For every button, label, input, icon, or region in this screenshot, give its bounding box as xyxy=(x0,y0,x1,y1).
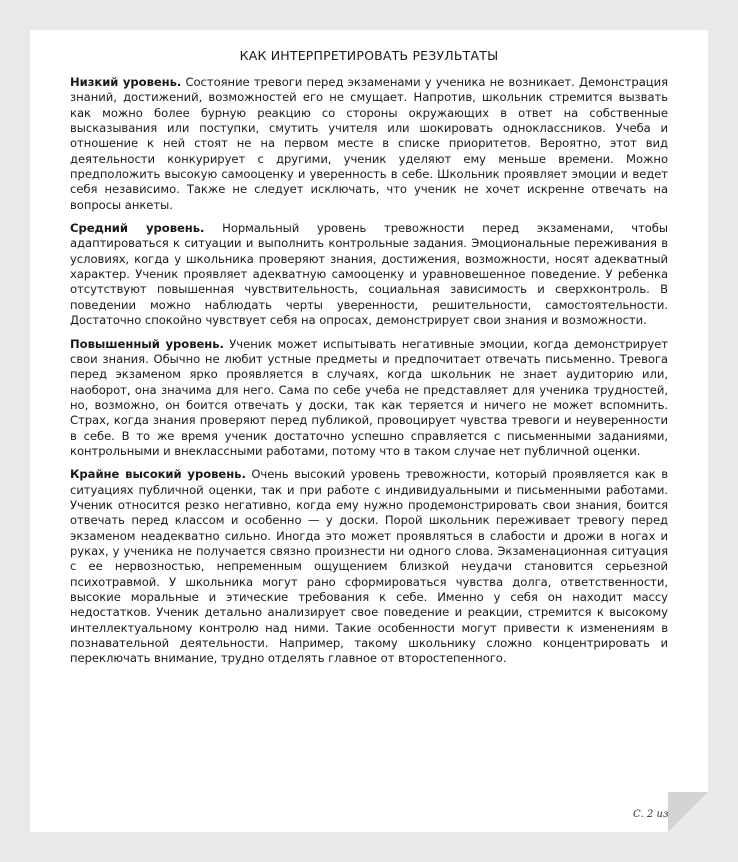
section-medium-level xyxy=(70,221,668,328)
section-elevated-level xyxy=(70,337,668,460)
page-number: С. 2 из 2 xyxy=(633,809,678,820)
section-heading: Средний уровень. xyxy=(70,221,205,236)
section-extreme-level xyxy=(70,467,668,666)
section-text: Состояние тревоги перед экзаменами у ученика не возникает. Демонстрация знаний, достижений, возможностей его не смущает. Напротив, школьник стремится вызвать как можно более бурную реакцию со стороны окружающих в ответ на собственные высказывания или поступки, смутить учителя или шокировать одноклассников. Учеба и отношение к ней стоят не на первом месте в списке приоритетов. Вероятно, этот вид деятельности конкурирует с другими, ученик уделяют ему меньше времени. Можно предположить высокую самооценку и уверенность в себе. Школьник проявляет эмоции и ведет себя независимо. Также не следует исключать, что ученик не хочет искренне отвечать на вопросы анкеты. xyxy=(70,75,669,212)
page-title: КАК ИНТЕРПРЕТИРОВАТЬ РЕЗУЛЬТАТЫ xyxy=(239,48,499,63)
document-page xyxy=(30,30,708,832)
section-heading: Крайне высокий уровень. xyxy=(70,467,246,482)
section-text: Ученик может испытывать негативные эмоции, когда демонстрирует свои знания. Обычно не любит устные предметы и предпочитает отвечать письменно. Тревога перед экзаменом ярко проявляется в случаях, когда школьник не знает аудиторию или, наоборот, она значима для него. Сама по себе учеба не представляет для ученика трудностей, но, возможно, он боится отвечать у доски, так как теряется и ничего не может вспомнить. Страх, когда знания проверяют перед публикой, провоцирует чувства тревоги и неуверенности в себе. В то же время ученик достаточно успешно справляется с письменными заданиями, контрольными и внеклассными работами, потому что в таком случае нет публичной оценки. xyxy=(70,336,668,458)
section-heading: Низкий уровень. xyxy=(70,75,182,89)
section-text: Нормальный уровень тревожности перед экзаменами, чтобы адаптироваться к ситуации и выполнить контрольные задания. Эмоциональные переживания в условиях, когда у школьника проверяют знания, достижения, возможности, носят адекватный характер. Ученик проявляет адекватную самооценку и уравновешенное поведение. У ребенка отсутствуют повышенная чувствительность, социальная зависимость и сверхконтроль. В поведении можно наблюдать черты уверенности, решительности, самостоятельности. Достаточно спокойно чувствует себя на опросах, демонстрирует свои знания и возможности. xyxy=(70,221,668,328)
document-body xyxy=(70,75,668,675)
section-heading: Повышенный уровень. xyxy=(70,336,224,351)
section-low-level xyxy=(70,75,668,213)
section-text: Очень высокий уровень тревожности, который проявляется как в ситуациях публичной оценки, так и при работе с индивидуальными и письменными работами. Ученик относится резко негативно, когда ему нужно продемонстрировать свои знания, боится отвечать перед классом и особенно — у доски. Порой школьник переживает тревогу перед экзаменом неадекватно сильно. Иногда это может проявляться в слабости и дрожи в ногах и руках, у ученика не получается связно произнести ни одного слова. Экзаменационная ситуация с ее нервозностью, непременным ощущением близкой неудачи становится серьезной психотравмой. У школьника могут рано сформироваться чувства долга, ответственности, высокие моральные и этические требования к себе. Именно у себя он находит массу недостатков. Ученик детально анализирует свое поведение и реакции, стремится к высокому интеллектуальному контролю над ними. Такие особенности могут привести к изменениям в познавательной деятельности. Например, такому школьнику сложно концентрировать и переключать внимание, трудно отделять главное от второстепенного. xyxy=(70,467,668,666)
page-corner-fold xyxy=(668,792,708,832)
